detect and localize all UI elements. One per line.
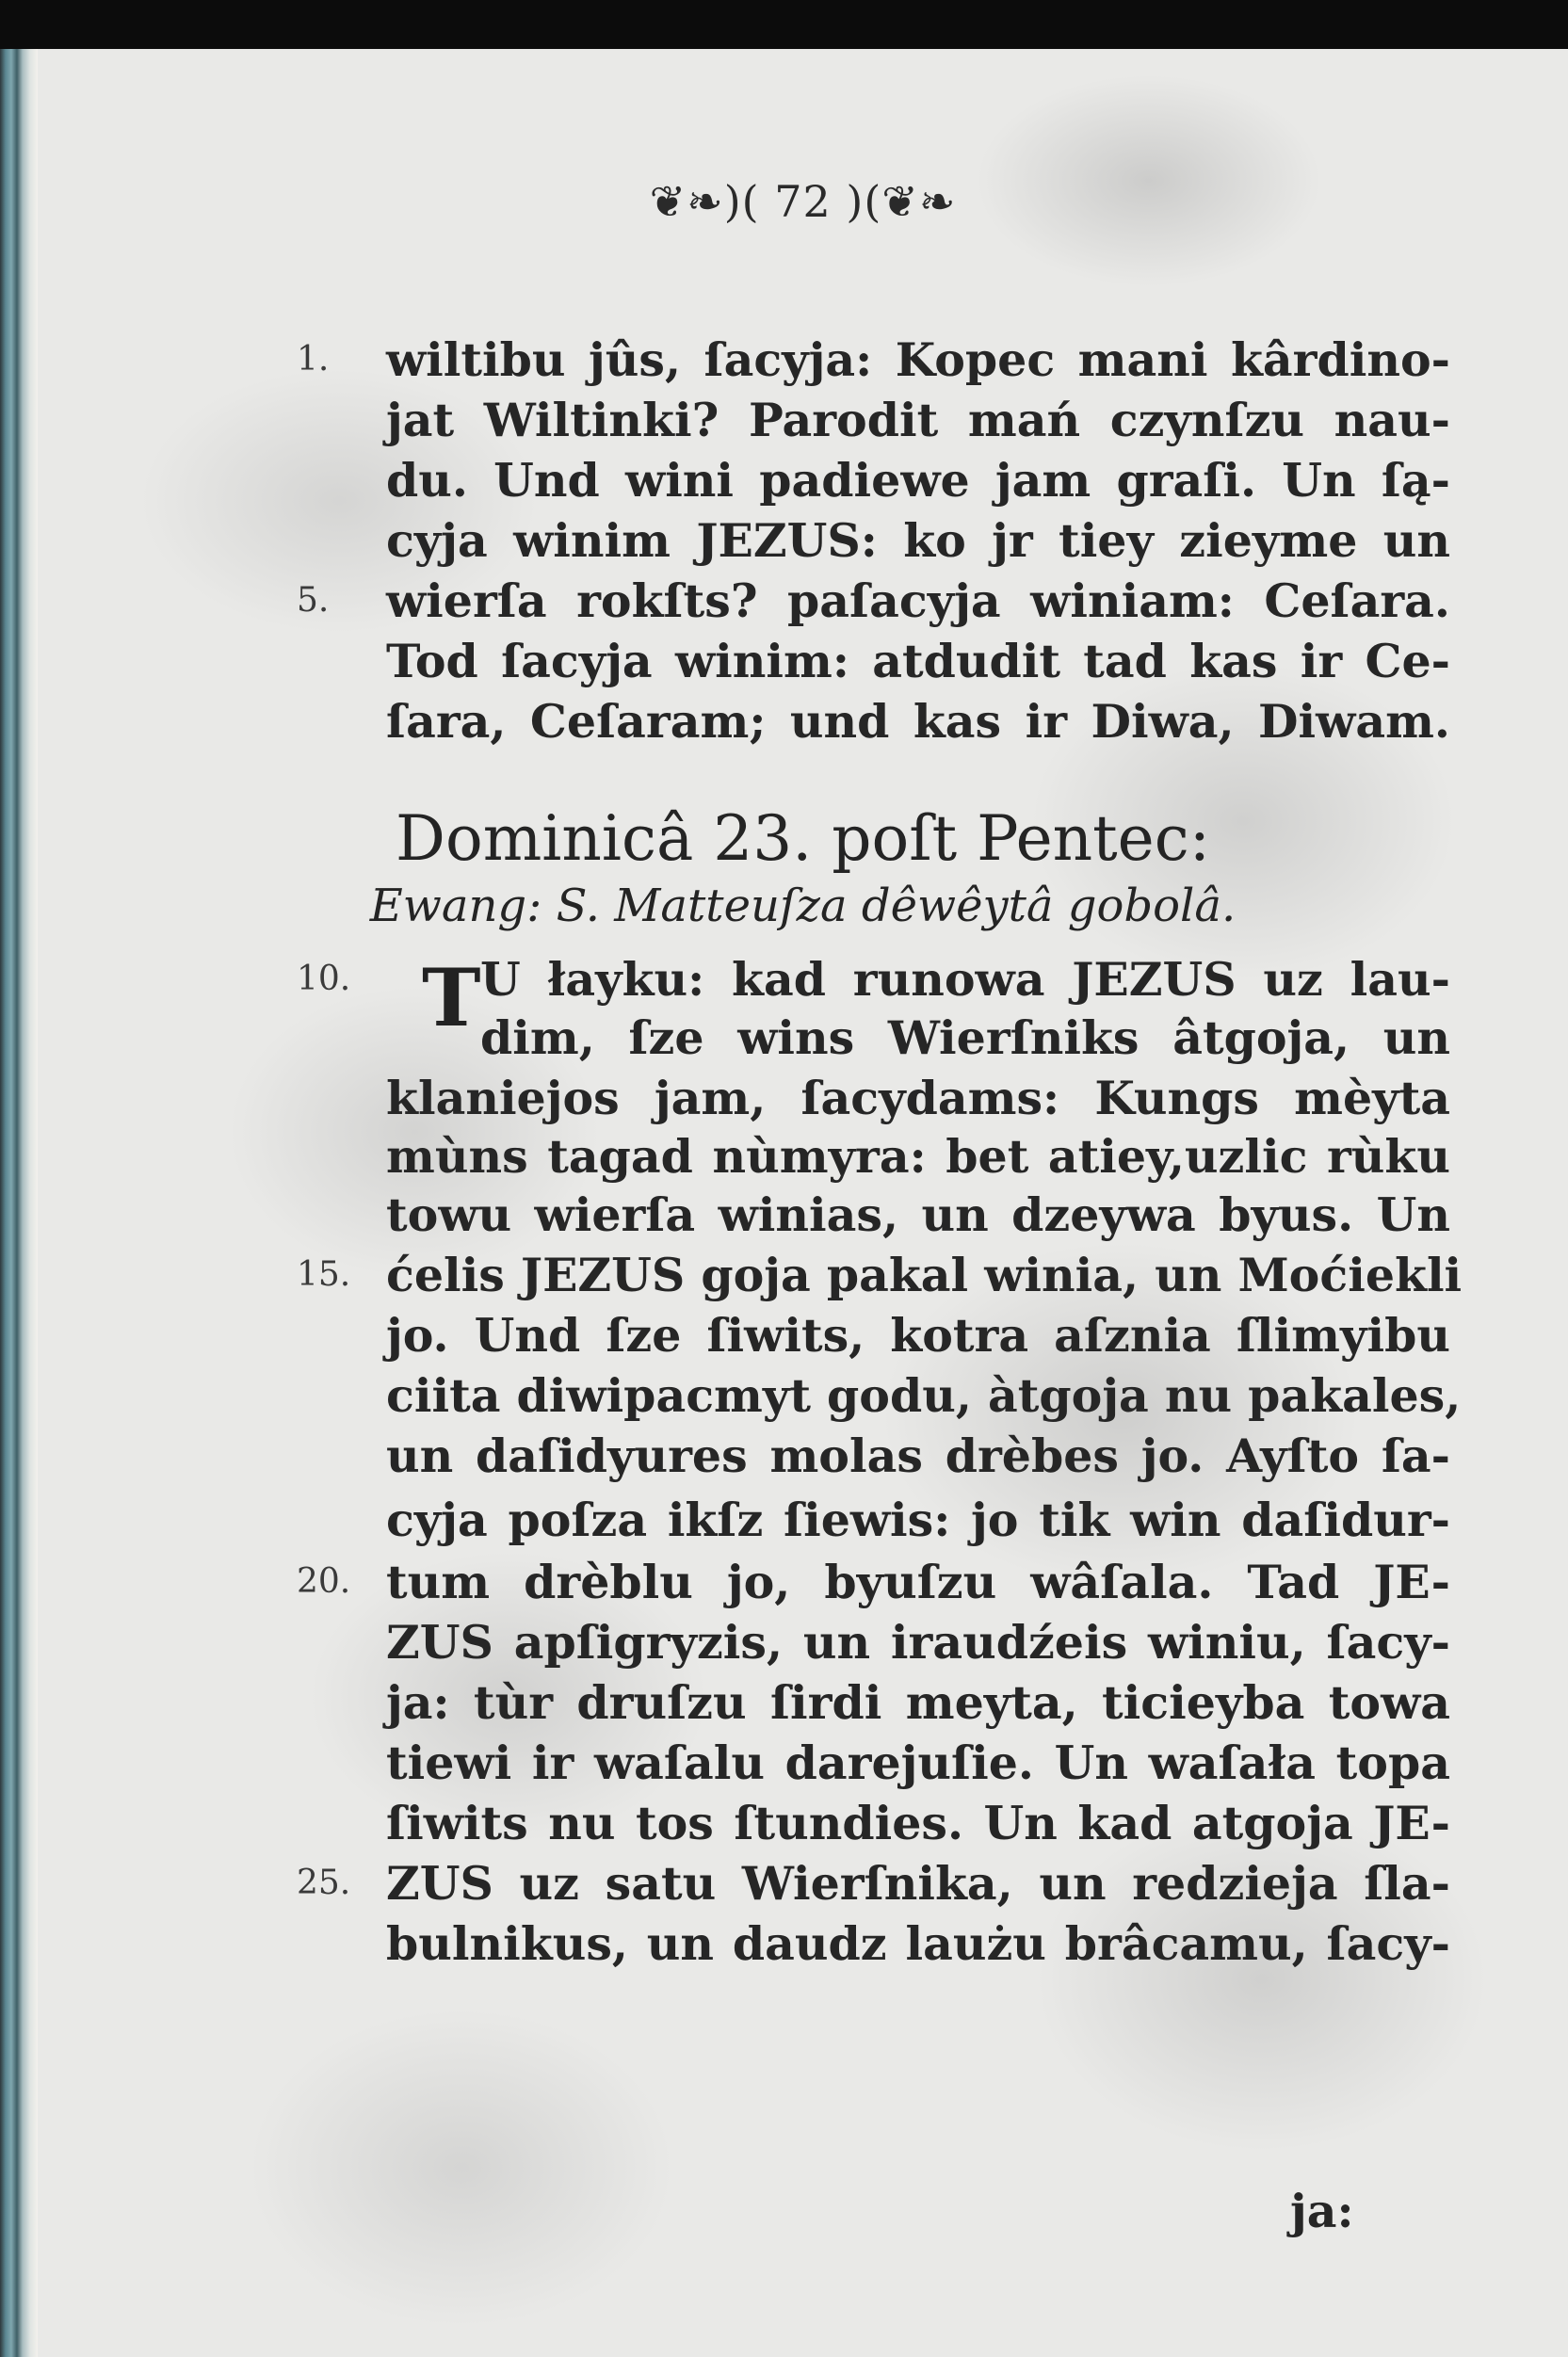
book-page (38, 49, 1568, 2357)
text-line: cyja poſza ikſz ſiewis: jo tik win daſidur- (386, 1493, 1450, 1547)
text-line: tiewi ir waſalu darejuſie. Un waſała topa (386, 1735, 1450, 1790)
text-line: un daſidyures molas drèbes jo. Ayſto ſa- (386, 1429, 1450, 1483)
section-subtitle: Ewang: S. Matteuſza dêwêytâ gobolâ. (369, 880, 1237, 932)
text-line: cyja winim JEZUS: ko jr tiey zieyme un (386, 513, 1450, 568)
text-line: mùns tagad nùmyra: bet atiey,uzlic rùku (386, 1129, 1450, 1184)
catchword: ja: (1290, 2184, 1354, 2238)
text-line: towu wierſa winias, un dzeywa byus. Un (386, 1187, 1450, 1242)
line-number: 15. (297, 1255, 351, 1294)
text-line: ſiwits nu tos ſtundies. Un kad atgoja JE- (386, 1796, 1450, 1850)
line-number: 20. (297, 1562, 351, 1601)
text-line: ja: tùr druſzu ſirdi meyta, ticieyba towa (386, 1675, 1450, 1730)
text-line: Tod ſacyja winim: atdudit tad kas ir Ce- (386, 634, 1450, 688)
text-line: du. Und wini padiewe jam graſi. Un ſą- (386, 453, 1450, 508)
text-line: ZUS apſigryzis, un iraudźeis winiu, ſacy- (386, 1615, 1450, 1670)
text-line: wiltibu jûs, ſacyja: Kopec mani kârdino- (386, 332, 1450, 387)
text-line: U łayku: kad runowa JEZUS uz lau- (480, 952, 1450, 1007)
line-number: 5. (297, 581, 330, 620)
text-line: ćelis JEZUS goja pakal winia, un Moćiekli (386, 1248, 1463, 1302)
text-line: tum drèblu jo, byuſzu wâſala. Tad JE- (386, 1555, 1450, 1609)
drop-initial: T (422, 951, 481, 1044)
text-line: wierſa rokſts? paſacyja winiam: Ceſara. (386, 573, 1450, 628)
text-line: ſara, Ceſaram; und kas ir Diwa, Diwam. (386, 694, 1450, 749)
text-line: ciita diwipacmyt godu, àtgoja nu pakales, (386, 1368, 1462, 1423)
section-title: Dominicâ 23. poſt Pentec: (396, 802, 1210, 875)
text-line: jat Wiltinki? Parodit mań czynſzu nau- (386, 393, 1450, 447)
text-line: dim, ſze wins Wierſniks âtgoja, un (480, 1010, 1450, 1065)
line-number: 1. (297, 340, 330, 379)
text-line: klaniejos jam, ſacydams: Kungs mèyta (386, 1071, 1450, 1125)
text-line: bulnikus, un daudz laużu brâcamu, ſacy- (386, 1916, 1450, 1971)
text-line: ZUS uz satu Wierſnika, un redzieja ſla- (386, 1856, 1450, 1911)
line-number: 10. (297, 960, 351, 998)
book-spine-edge (0, 49, 38, 2357)
page-header: ❦❧)( 72 )(❦❧ (649, 176, 957, 227)
text-line: jo. Und ſze ſiwits, kotra aſznia ſlimyibu (386, 1308, 1450, 1363)
line-number: 25. (297, 1864, 351, 1902)
